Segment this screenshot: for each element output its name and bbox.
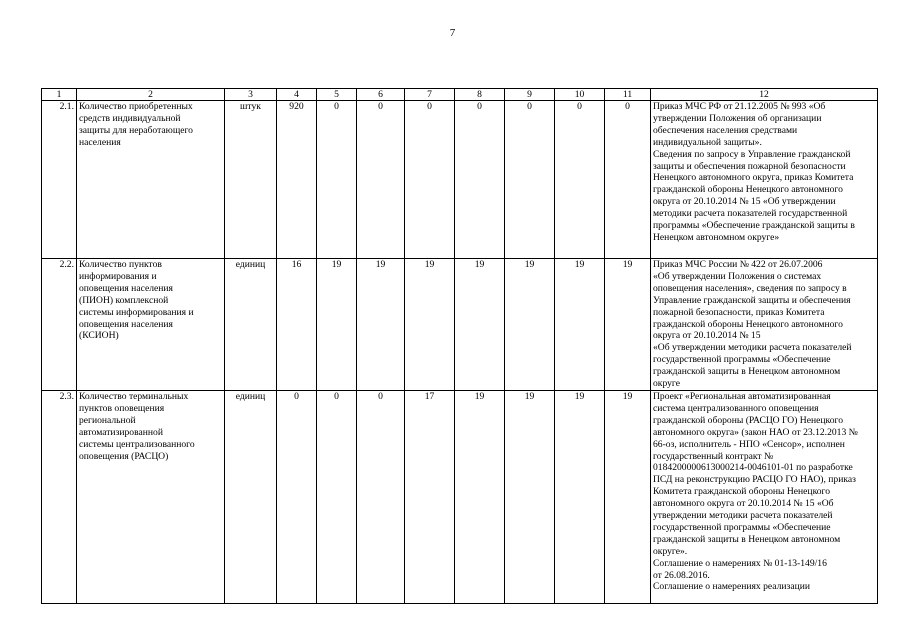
- column-header: 8: [455, 89, 505, 101]
- row-number: 2.3.: [42, 390, 77, 603]
- indicator-name: Количество терминальных пунктов оповещения региональной автоматизированной системы централизованного оповещения (РАСЦО): [77, 390, 225, 603]
- indicator-name: Количество пунктов информирования и оповещения населения (ПИОН) комплексной системы информирования и оповещения населения (КСИОН): [77, 259, 225, 391]
- table-row: [42, 390, 878, 603]
- value-cell: 19: [555, 259, 605, 391]
- value-cell: 0: [357, 101, 405, 259]
- table-row: [42, 259, 878, 391]
- value-cell: 19: [317, 259, 357, 391]
- column-header: 7: [405, 89, 455, 101]
- column-header: 9: [505, 89, 555, 101]
- value-cell: 0: [317, 390, 357, 603]
- unit-cell: единиц: [225, 390, 277, 603]
- value-cell: 19: [605, 259, 651, 391]
- value-cell: 0: [405, 101, 455, 259]
- table-row: [42, 101, 878, 259]
- row-number: 2.1.: [42, 101, 77, 259]
- column-header: 3: [225, 89, 277, 101]
- unit-cell: единиц: [225, 259, 277, 391]
- value-cell: 920: [277, 101, 317, 259]
- source-cell: Приказ МЧС РФ от 21.12.2005 № 993 «Об утверждении Положения об организации обеспечения населения средствами индивидуальной защиты». Сведения по запросу в Управление гражданской защиты и обеспечения пожарной безопасности Ненецкого автономного округа, приказ Комитета гражданской обороны Ненецкого автономного округа от 20.10.2014 № 15 «Об утверждении методики расчета показателей государственной программы «Обеспечение гражданской защиты в Ненецком автономном округе»: [651, 101, 878, 259]
- value-cell: 19: [357, 259, 405, 391]
- value-cell: 19: [405, 259, 455, 391]
- column-header: 5: [317, 89, 357, 101]
- column-header: 1: [42, 89, 77, 101]
- column-header: 6: [357, 89, 405, 101]
- value-cell: 19: [505, 259, 555, 391]
- value-cell: 19: [555, 390, 605, 603]
- source-cell: Проект «Региональная автоматизированная система централизованного оповещения гражданской обороны (РАСЦО ГО) Ненецкого автономного округа» (закон НАО от 23.12.2013 № 66-оз, исполнитель - НПО «Сенсор», исполнен государственный контракт № 0184200000613000214-0046101-01 по разработке ПСД на реконструкцию РАСЦО ГО НАО), приказ Комитета гражданской обороны Ненецкого автономного округа от 20.10.2014 № 15 «Об утверждении методики расчета показателей государственной программы «Обеспечение гражданской защиты в Ненецком автономном округе». Соглашение о намерениях № 01-13-149/16 от 26.08.2016. Соглашение о намерениях реализации: [651, 390, 878, 603]
- indicator-name: Количество приобретенных средств индивидуальной защиты для неработающего населения: [77, 101, 225, 259]
- value-cell: 17: [405, 390, 455, 603]
- unit-cell: штук: [225, 101, 277, 259]
- column-header: 12: [651, 89, 878, 101]
- column-header: 2: [77, 89, 225, 101]
- row-number: 2.2.: [42, 259, 77, 391]
- value-cell: 0: [555, 101, 605, 259]
- column-header: 4: [277, 89, 317, 101]
- value-cell: 19: [505, 390, 555, 603]
- value-cell: 19: [605, 390, 651, 603]
- column-header: 10: [555, 89, 605, 101]
- value-cell: 0: [605, 101, 651, 259]
- column-header: 11: [605, 89, 651, 101]
- indicators-table: [41, 88, 878, 604]
- page-number: 7: [449, 27, 456, 39]
- value-cell: 0: [505, 101, 555, 259]
- source-cell: Приказ МЧС России № 422 от 26.07.2006 «Об утверждении Положения о системах оповещения населения», сведения по запросу в Управление гражданской защиты и обеспечения пожарной безопасности, приказ Комитета гражданской обороны Ненецкого автономного округа от 20.10.2014 № 15 «Об утверждении методики расчета показателей государственной программы «Обеспечение гражданской защиты в Ненецком автономном округе: [651, 259, 878, 391]
- value-cell: 0: [277, 390, 317, 603]
- value-cell: 16: [277, 259, 317, 391]
- value-cell: 0: [317, 101, 357, 259]
- value-cell: 19: [455, 259, 505, 391]
- value-cell: 0: [455, 101, 505, 259]
- value-cell: 19: [455, 390, 505, 603]
- column-number-row: [42, 89, 878, 101]
- value-cell: 0: [357, 390, 405, 603]
